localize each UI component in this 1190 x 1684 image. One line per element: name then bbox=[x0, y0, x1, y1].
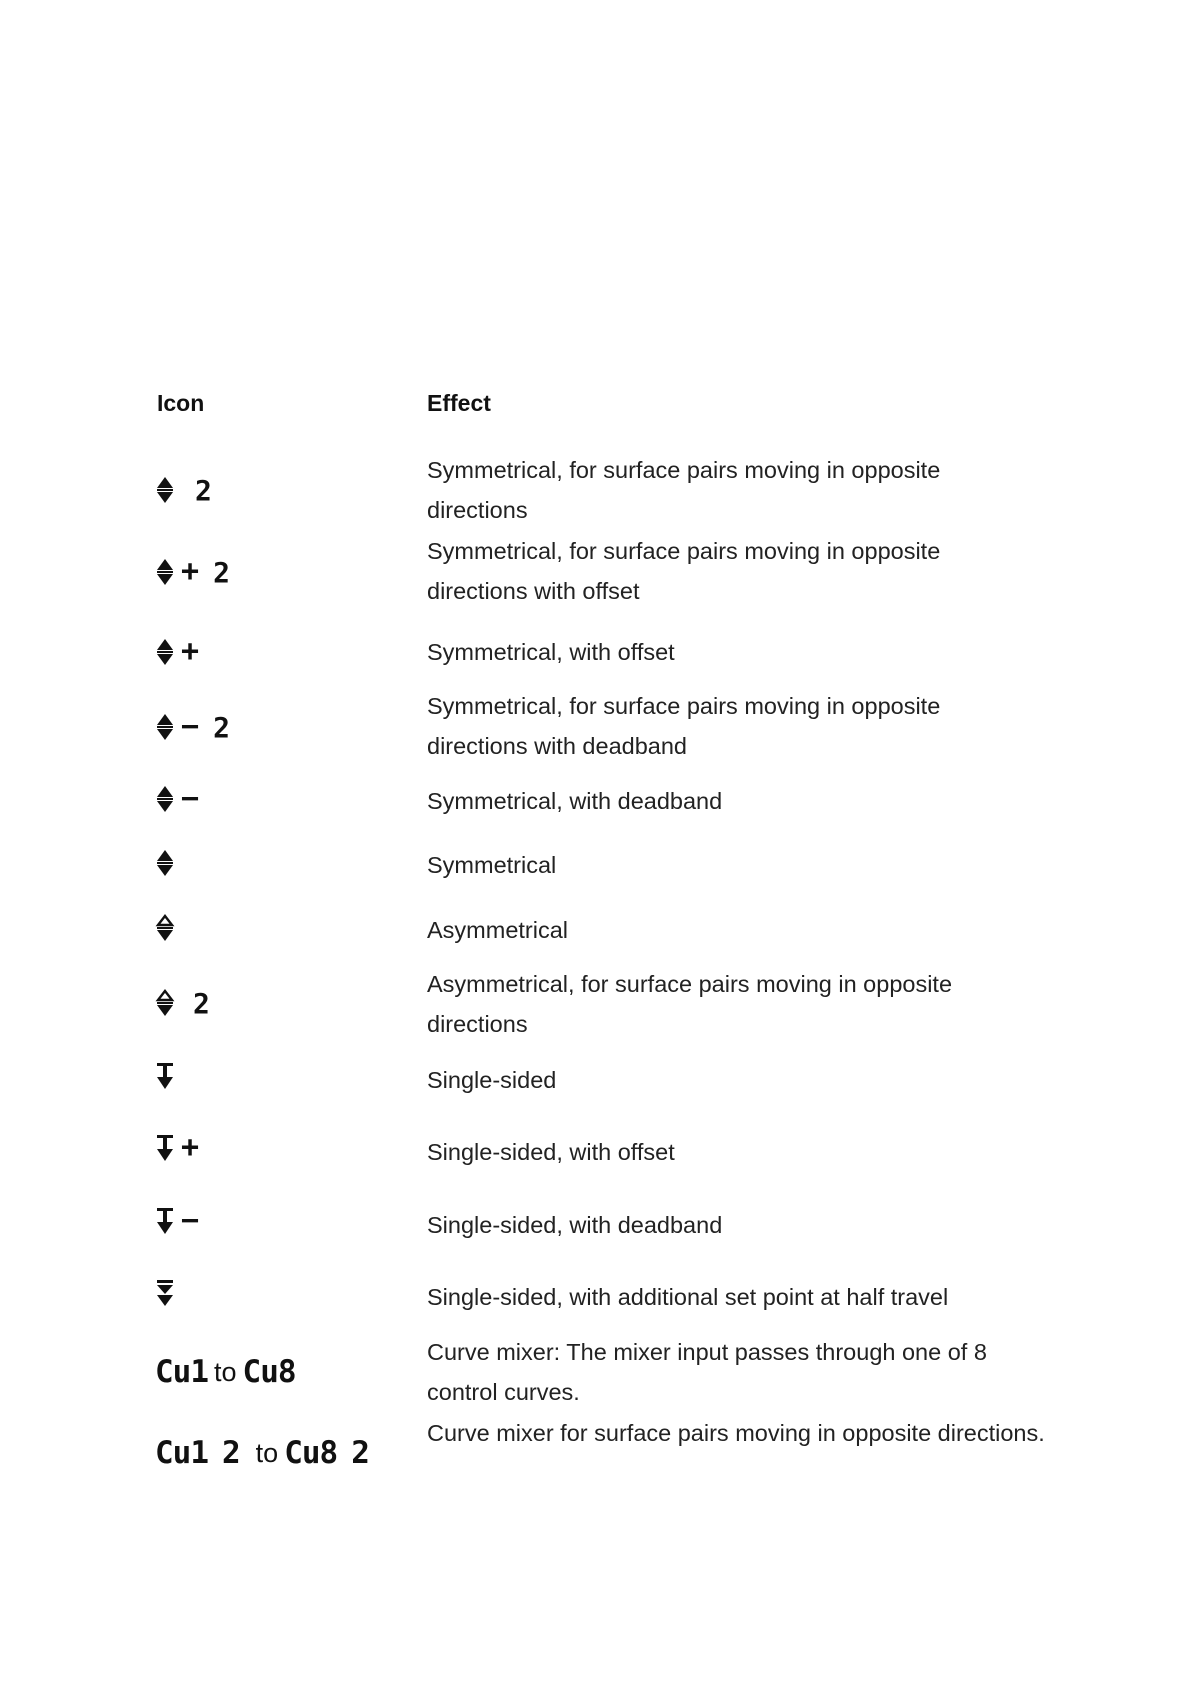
pair-count: 2 bbox=[213, 555, 230, 589]
effect-text: Symmetrical, for surface pairs moving in opposite directions bbox=[427, 457, 941, 523]
pair-count: 2 bbox=[193, 986, 210, 1020]
mixer-icon bbox=[155, 983, 210, 1023]
effect-text: Symmetrical bbox=[427, 852, 557, 878]
mixer-icon bbox=[155, 908, 179, 948]
mixer-icon: + bbox=[155, 632, 199, 672]
effect-text: Asymmetrical bbox=[427, 917, 569, 943]
effect-text: Symmetrical, for surface pairs moving in opposite directions with offset bbox=[427, 538, 941, 604]
mixer-icon: − 2 bbox=[155, 707, 230, 747]
effect-text: Curve mixer for surface pairs moving in opposite directions. bbox=[427, 1420, 1045, 1446]
effect-text: Symmetrical, with deadband bbox=[427, 788, 723, 814]
mixer-icon: + bbox=[155, 1128, 199, 1168]
effect-text: Symmetrical, with offset bbox=[427, 639, 675, 665]
sym-arrow-filled-icon bbox=[155, 712, 175, 742]
mixer-icon bbox=[155, 470, 212, 510]
effect-text: Symmetrical, for surface pairs moving in opposite directions with deadband bbox=[427, 693, 941, 759]
sym-arrow-filled-icon bbox=[155, 784, 175, 814]
effect-column-header: Effect bbox=[427, 390, 491, 416]
mixer-icon bbox=[155, 1056, 179, 1096]
pair-count: 2 bbox=[195, 473, 212, 507]
effect-text: Curve mixer: The mixer input passes through one of 8 control curves. bbox=[427, 1339, 987, 1405]
effect-text: Single-sided, with additional set point at half travel bbox=[427, 1284, 949, 1310]
single-arrow-icon bbox=[155, 1206, 175, 1236]
effect-text: Single-sided, with offset bbox=[427, 1139, 675, 1165]
effect-text: Single-sided, with deadband bbox=[427, 1212, 723, 1238]
pair-count: 2 bbox=[213, 710, 230, 744]
single-arrow-icon bbox=[155, 1061, 175, 1091]
sym-arrow-filled-icon bbox=[155, 475, 175, 505]
sym-arrow-filled-icon bbox=[155, 848, 175, 878]
icon-column-header: Icon bbox=[157, 390, 205, 416]
mixer-icon bbox=[155, 1273, 179, 1313]
effect-text: Asymmetrical, for surface pairs moving in opposite directions bbox=[427, 971, 953, 1037]
curve-mixer-icon: Cu1 2 to Cu8 2 bbox=[155, 1435, 369, 1471]
sym-arrow-filled-icon bbox=[155, 557, 175, 587]
curve-mixer-icon: Cu1 to Cu8 bbox=[155, 1354, 296, 1390]
mixer-icon: − bbox=[155, 779, 199, 819]
mixer-icon: − bbox=[155, 1201, 199, 1241]
effect-text: Single-sided bbox=[427, 1067, 557, 1093]
sym-arrow-filled-icon bbox=[155, 637, 175, 667]
double-down-arrow-icon bbox=[155, 1278, 175, 1308]
mixer-icon: + 2 bbox=[155, 552, 230, 592]
asym-arrow-outline-icon bbox=[155, 988, 175, 1018]
mixer-icon bbox=[155, 843, 179, 883]
single-arrow-icon bbox=[155, 1133, 175, 1163]
asym-arrow-outline-icon bbox=[155, 913, 175, 943]
